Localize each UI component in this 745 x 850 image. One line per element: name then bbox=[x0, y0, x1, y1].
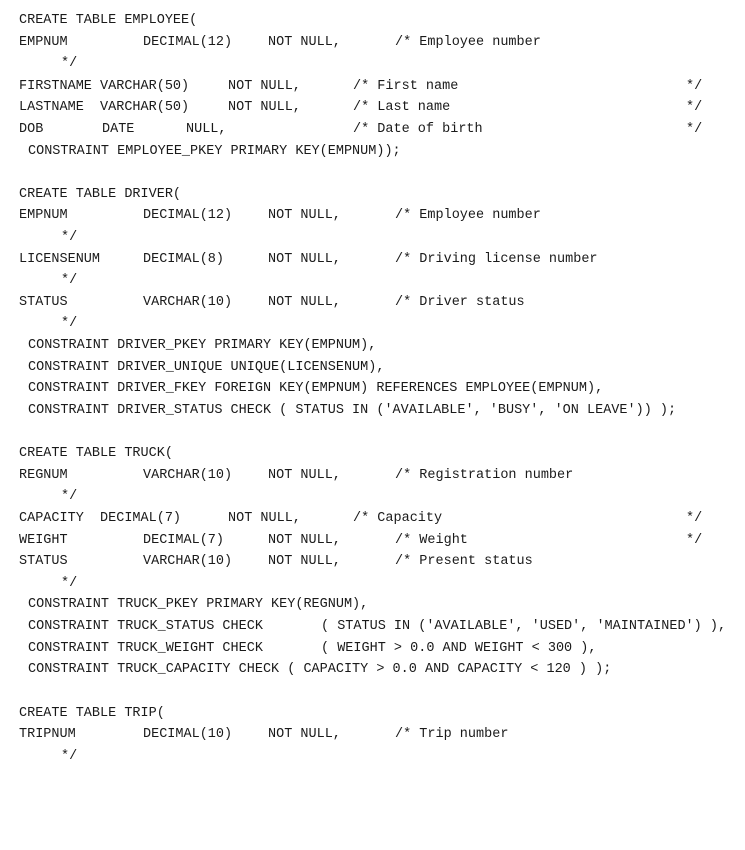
column-name: EMPNUM bbox=[19, 35, 68, 50]
code-text: CREATE TABLE TRIP( bbox=[19, 706, 165, 721]
code-line bbox=[0, 119, 703, 140]
column-type: DECIMAL(10) bbox=[143, 727, 233, 742]
constraint-definition: CONSTRAINT TRUCK_STATUS CHECK bbox=[28, 619, 263, 634]
column-nullability: NOT NULL, bbox=[228, 100, 301, 115]
column-comment: /* Capacity bbox=[353, 511, 443, 526]
column-nullability: NOT NULL, bbox=[268, 468, 341, 483]
code-line bbox=[0, 249, 598, 270]
constraint-definition: CONSTRAINT DRIVER_UNIQUE UNIQUE(LICENSENUM), bbox=[28, 360, 385, 375]
column-name: LICENSENUM bbox=[19, 252, 101, 267]
column-comment: /* Driver status bbox=[395, 295, 525, 310]
column-comment: /* Date of birth bbox=[353, 122, 483, 137]
comment-close: */ bbox=[686, 79, 703, 94]
column-name: WEIGHT bbox=[19, 533, 68, 548]
column-nullability: NOT NULL, bbox=[268, 727, 341, 742]
code-line bbox=[0, 270, 78, 291]
column-nullability: NOT NULL, bbox=[228, 511, 301, 526]
code-text: CREATE TABLE DRIVER( bbox=[19, 187, 182, 202]
code-line bbox=[0, 32, 541, 53]
column-definition: FIRSTNAME VARCHAR(50) bbox=[19, 79, 190, 94]
code-line bbox=[0, 10, 198, 31]
comment-close: */ bbox=[61, 56, 78, 71]
column-comment: /* First name bbox=[353, 79, 459, 94]
comment-close: */ bbox=[61, 230, 78, 245]
code-line bbox=[0, 443, 173, 464]
code-line bbox=[0, 508, 703, 529]
comment-close: */ bbox=[686, 511, 703, 526]
code-line bbox=[0, 141, 401, 162]
column-nullability: NOT NULL, bbox=[268, 35, 341, 50]
code-text: CREATE TABLE EMPLOYEE( bbox=[19, 13, 198, 28]
comment-close: */ bbox=[61, 273, 78, 288]
code-line bbox=[0, 227, 78, 248]
code-line bbox=[0, 573, 78, 594]
constraint-definition: CONSTRAINT DRIVER_PKEY PRIMARY KEY(EMPNUM), bbox=[28, 338, 377, 353]
comment-close: */ bbox=[61, 749, 78, 764]
column-type: DECIMAL(7) bbox=[143, 533, 225, 548]
code-line bbox=[0, 465, 574, 486]
column-definition: LASTNAME VARCHAR(50) bbox=[19, 100, 190, 115]
column-type: DECIMAL(8) bbox=[143, 252, 225, 267]
code-line bbox=[0, 292, 525, 313]
column-name: EMPNUM bbox=[19, 208, 68, 223]
code-line bbox=[0, 97, 703, 118]
code-line bbox=[0, 594, 369, 615]
code-line bbox=[0, 638, 597, 659]
column-type: VARCHAR(10) bbox=[143, 554, 233, 569]
code-line bbox=[0, 357, 385, 378]
comment-close: */ bbox=[61, 576, 78, 591]
column-type: DATE bbox=[102, 122, 135, 137]
code-line bbox=[0, 703, 165, 724]
constraint-definition: CONSTRAINT DRIVER_STATUS CHECK ( STATUS IN ('AVAILABLE', 'BUSY', 'ON LEAVE')) ); bbox=[28, 403, 677, 418]
code-line bbox=[0, 659, 612, 680]
code-text: CREATE TABLE TRUCK( bbox=[19, 446, 173, 461]
constraint-check-expression: ( STATUS IN ('AVAILABLE', 'USED', 'MAINTAINED') ), bbox=[321, 619, 727, 634]
constraint-definition: CONSTRAINT DRIVER_FKEY FOREIGN KEY(EMPNUM) REFERENCES EMPLOYEE(EMPNUM), bbox=[28, 381, 604, 396]
column-nullability: NOT NULL, bbox=[268, 295, 341, 310]
column-name: STATUS bbox=[19, 554, 68, 569]
code-line bbox=[0, 205, 541, 226]
comment-close: */ bbox=[686, 533, 703, 548]
column-type: DECIMAL(12) bbox=[143, 208, 233, 223]
column-comment: /* Last name bbox=[353, 100, 451, 115]
column-type: DECIMAL(12) bbox=[143, 35, 233, 50]
column-nullability: NOT NULL, bbox=[268, 252, 341, 267]
column-nullability: NOT NULL, bbox=[268, 208, 341, 223]
column-comment: /* Employee number bbox=[395, 208, 541, 223]
column-nullability: NOT NULL, bbox=[268, 533, 341, 548]
code-line bbox=[0, 53, 78, 74]
code-line bbox=[0, 616, 727, 637]
comment-close: */ bbox=[686, 122, 703, 137]
code-line bbox=[0, 746, 78, 767]
comment-close: */ bbox=[686, 100, 703, 115]
code-line bbox=[0, 551, 533, 572]
column-definition: CAPACITY DECIMAL(7) bbox=[19, 511, 182, 526]
comment-close: */ bbox=[61, 489, 78, 504]
column-comment: /* Driving license number bbox=[395, 252, 598, 267]
column-name: REGNUM bbox=[19, 468, 68, 483]
code-line bbox=[0, 486, 78, 507]
column-name: TRIPNUM bbox=[19, 727, 76, 742]
column-name: STATUS bbox=[19, 295, 68, 310]
column-nullability: NULL, bbox=[186, 122, 227, 137]
code-line bbox=[0, 530, 703, 551]
constraint-definition: CONSTRAINT EMPLOYEE_PKEY PRIMARY KEY(EMPNUM)); bbox=[28, 144, 401, 159]
constraint-definition: CONSTRAINT TRUCK_CAPACITY CHECK ( CAPACITY > 0.0 AND CAPACITY < 120 ) ); bbox=[28, 662, 612, 677]
column-comment: /* Registration number bbox=[395, 468, 574, 483]
column-comment: /* Trip number bbox=[395, 727, 509, 742]
constraint-definition: CONSTRAINT TRUCK_PKEY PRIMARY KEY(REGNUM), bbox=[28, 597, 369, 612]
column-name: DOB bbox=[19, 122, 44, 137]
constraint-check-expression: ( WEIGHT > 0.0 AND WEIGHT < 300 ), bbox=[321, 641, 597, 656]
column-nullability: NOT NULL, bbox=[228, 79, 301, 94]
comment-close: */ bbox=[61, 316, 78, 331]
column-type: VARCHAR(10) bbox=[143, 468, 233, 483]
code-line bbox=[0, 76, 703, 97]
code-line bbox=[0, 313, 78, 334]
code-line bbox=[0, 724, 509, 745]
code-line bbox=[0, 400, 677, 421]
constraint-definition: CONSTRAINT TRUCK_WEIGHT CHECK bbox=[28, 641, 263, 656]
column-comment: /* Employee number bbox=[395, 35, 541, 50]
code-line bbox=[0, 378, 604, 399]
column-comment: /* Present status bbox=[395, 554, 533, 569]
column-type: VARCHAR(10) bbox=[143, 295, 233, 310]
code-line bbox=[0, 184, 182, 205]
column-nullability: NOT NULL, bbox=[268, 554, 341, 569]
code-line bbox=[0, 335, 377, 356]
column-comment: /* Weight bbox=[395, 533, 468, 548]
